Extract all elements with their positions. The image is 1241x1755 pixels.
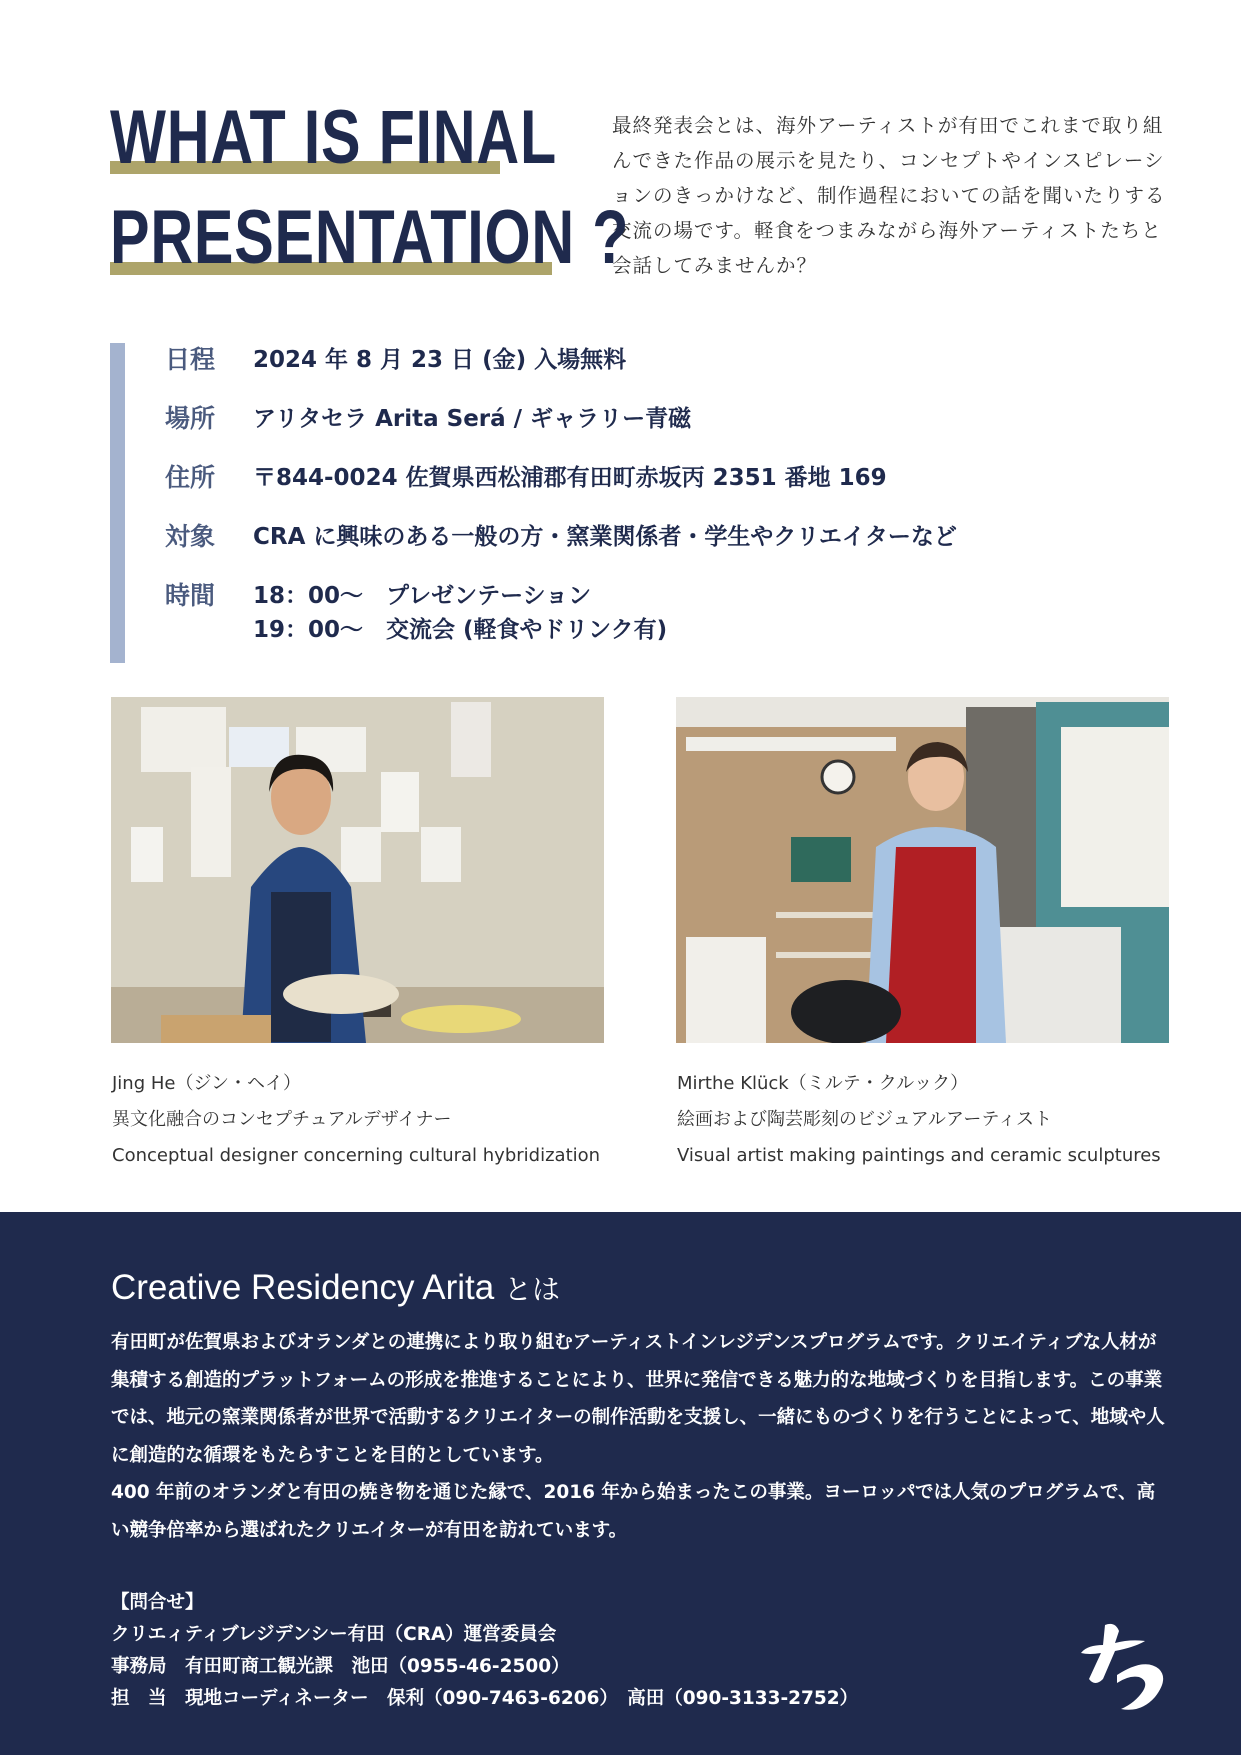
- contact-office: 事務局 有田町商工観光課 池田（0955-46-2500）: [111, 1656, 570, 1677]
- intro-paragraph: 最終発表会とは、海外アーティストが有田でこれまで取り組んできた作品の展示を見たり、コンセプトやインスピレーションのきっかけなど、制作過程においての話を聞いたりする交流の場です。軽食をつまみながら海外アーティストたちと会話してみませんか？: [612, 114, 1166, 277]
- date-value: 2024 年 8 月 23 日 (金) 入場無料: [253, 347, 627, 373]
- cra-description-p1: 有田町が佐賀県およびオランダとの連携により取り組むアーティストインレジデンスプログラムです。クリエイティブな人材が集積する創造的プラットフォームの形成を推進することにより、世界に発信できる魅力的な地域づくりを目指します。この事業では、地元の窯業関係者が世界で活動するクリエイターの制作活動を支援し、一緒にものづくりを行うことによって、地域や人に創造的な循環をもたらすことを目的としています。: [111, 1332, 1165, 1466]
- place-value: アリタセラ Arita Será / ギャラリー青磁: [253, 406, 692, 432]
- time-line-presentation: 18：00〜 プレゼンテーション: [253, 583, 592, 609]
- cra-title-en: Creative Residency Arita: [111, 1268, 495, 1307]
- artist-role-en: Visual artist making paintings and ceramic sculptures: [677, 1145, 1161, 1166]
- cra-footer: [0, 1212, 1241, 1755]
- cra-description: [111, 1324, 1171, 1549]
- address-value: 〒844-0024 佐賀県西松浦郡有田町赤坂丙 2351 番地 169: [253, 465, 887, 491]
- time-line-reception: 19：00〜 交流会 (軽食やドリンク有): [253, 617, 668, 643]
- info-row-target: [165, 520, 957, 554]
- photo-mirthe-kluck: [676, 697, 1169, 1043]
- time-value: [253, 579, 667, 647]
- address-label: 住所: [165, 463, 216, 492]
- info-row-date: [165, 343, 626, 377]
- time-label: 時間: [165, 581, 216, 610]
- title-line-2: PRESENTATION ?: [110, 195, 630, 280]
- artist-name: Jing He（ジン・ヘイ）: [112, 1073, 302, 1094]
- contact-heading: 【問合せ】: [111, 1592, 204, 1613]
- contact-committee: クリエィティブレジデンシー有田（CRA）運営委員会: [111, 1624, 557, 1645]
- info-accent-bar: [110, 343, 125, 663]
- artist-role-en: Conceptual designer concerning cultural hybridization: [112, 1145, 601, 1166]
- artist-role-jp: 異文化融合のコンセプチュアルデザイナー: [112, 1109, 452, 1130]
- target-value: CRA に興味のある一般の方・窯業関係者・学生やクリエイターなど: [253, 524, 957, 550]
- info-row-time: [165, 579, 667, 647]
- date-label: 日程: [165, 345, 216, 374]
- arita-town-logo-icon: [1075, 1617, 1175, 1717]
- artist-name: Mirthe Klück（ミルテ・クルック）: [677, 1073, 969, 1094]
- cra-description-p2: 400 年前のオランダと有田の焼き物を通じた縁で、2016 年から始まったこの事業。ヨーロッパでは人気のプログラムで、高い競争倍率から選ばれたクリエイターが有田を訪れています。: [111, 1482, 1156, 1541]
- photo-jing-he: [111, 697, 604, 1043]
- target-label: 対象: [165, 522, 216, 551]
- cra-title-suffix: とは: [503, 1273, 560, 1306]
- title-line-1: WHAT IS FINAL: [110, 95, 557, 180]
- hero-heading: [110, 95, 630, 300]
- contact-block: [111, 1587, 858, 1715]
- info-row-address: [165, 461, 887, 495]
- caption-mirthe-kluck: [677, 1066, 1177, 1174]
- artist-role-jp: 絵画および陶芸彫刻のビジュアルアーティスト: [677, 1109, 1052, 1130]
- contact-coordinators: 担 当 現地コーディネーター 保利（090-7463-6206） 高田（090-3133-2752）: [111, 1688, 859, 1709]
- cra-title: [111, 1268, 560, 1308]
- event-info: [110, 343, 1170, 663]
- info-row-place: [165, 402, 691, 436]
- place-label: 場所: [165, 404, 216, 433]
- caption-jing-he: [112, 1066, 612, 1174]
